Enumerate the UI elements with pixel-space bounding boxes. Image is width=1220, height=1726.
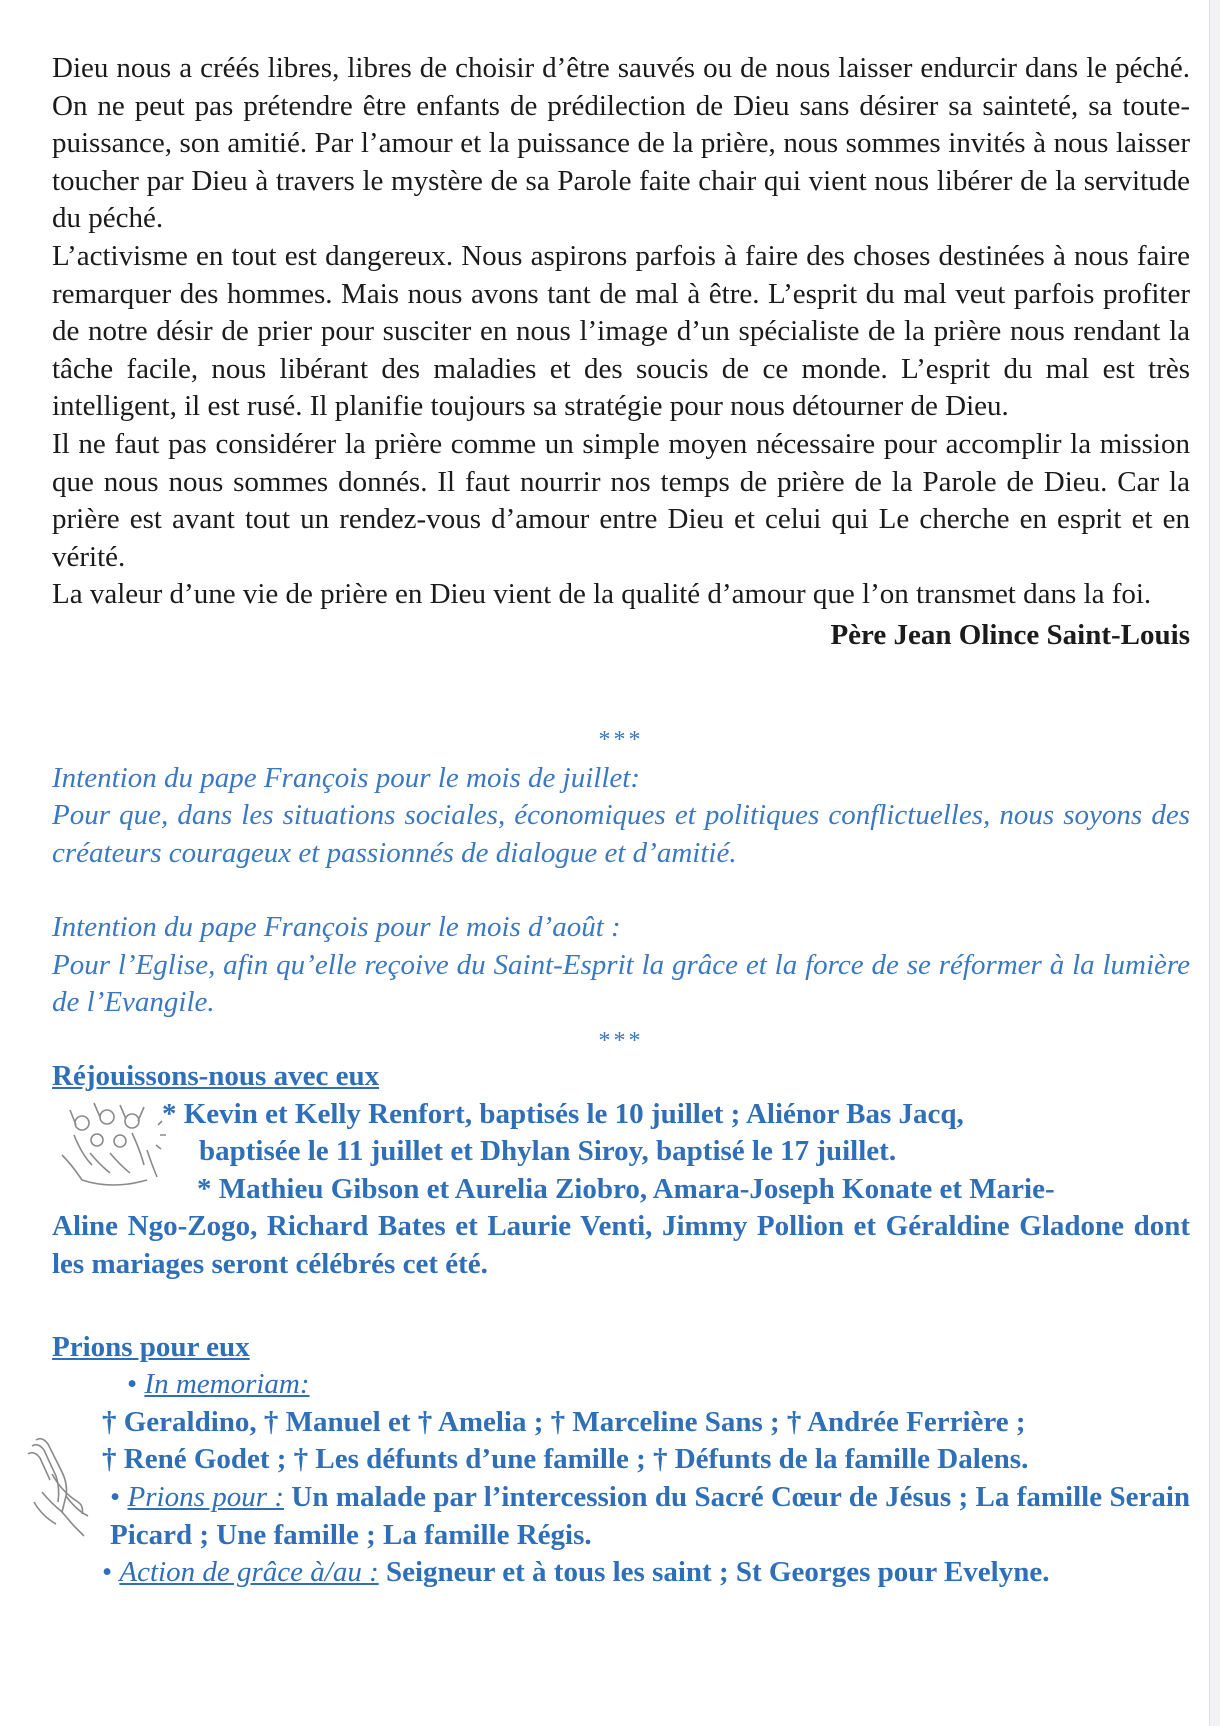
prions-pour-line	[52, 1479, 1190, 1554]
celebration-icon	[52, 1095, 172, 1195]
action-grace-text: Seigneur et à tous les saint ; St Georges pour Evelyne.	[385, 1556, 1050, 1589]
section-heading: Prions pour eux	[52, 1330, 250, 1363]
action-grace-label: Action de grâce à/au :	[119, 1556, 379, 1589]
rejouissons-section	[52, 1058, 1190, 1284]
intention-title: Intention du pape François pour le mois de juillet:	[52, 761, 640, 794]
bulletin-page	[52, 50, 1190, 1592]
bullet: •	[110, 1481, 121, 1513]
action-grace-line	[52, 1554, 1190, 1592]
prions-pour-text: Un malade par l’intercession du Sacré Cœur de Jésus ; La famille Serain Picard ; Une famille ; La famille Régis.	[110, 1481, 1191, 1551]
praying-hands-icon	[22, 1432, 92, 1544]
memoriam-label: In memoriam:	[144, 1368, 310, 1401]
page-edge	[1209, 0, 1220, 1726]
intention-title: Intention du pape François pour le mois d’août :	[52, 911, 621, 944]
celebration-line: * Kevin et Kelly Renfort, baptisés le 10 juillet ; Aliénor Bas Jacq,	[162, 1097, 964, 1130]
bullet: •	[127, 1368, 138, 1401]
intention-text: Pour l’Eglise, afin qu’elle reçoive du Saint-Esprit la grâce et la force de se réformer à la lumière de l’Evangile.	[52, 948, 1190, 1019]
memoriam-line: † Geraldino, † Manuel et † Amelia ; † Marceline Sans ; † Andrée Ferrière ;	[102, 1405, 1026, 1438]
separator: ***	[598, 726, 644, 753]
signature: Père Jean Olince Saint-Louis	[830, 618, 1190, 651]
letter-paragraph: L’activisme en tout est dangereux. Nous aspirons parfois à faire des choses destinées à nous faire remarquer des hommes. Mais nous avons tant de mal à être. L’esprit du mal veut parfois profiter de notre désir de prier pour susciter en nous l’image d’un spécialiste de la prière nous rendant la tâche facile, nous libérant des maladies et des soucis de ce monde. L’esprit du mal est très intelligent, il est rusé. Il planifie toujours sa stratégie pour nous détourner de Dieu.	[52, 239, 1190, 423]
separator: ***	[598, 1028, 644, 1055]
letter-paragraph: Il ne faut pas considérer la prière comme un simple moyen nécessaire pour accomplir la mission que nous nous sommes donnés. Il faut nourrir nos temps de prière de la Parole de Dieu. Car la prière est avant tout un rendez-vous d’amour entre Dieu et celui qui Le cherche en esprit et en vérité.	[52, 427, 1190, 573]
memoriam-line: † René Godet ; † Les défunts d’une famille ; † Défunts de la famille Dalens.	[102, 1443, 1029, 1476]
letter-paragraph: Dieu nous a créés libres, libres de choisir d’être sauvés ou de nous laisser endurcir dans le péché. On ne peut pas prétendre être enfants de prédilection de Dieu sans désirer sa sainteté, sa toute-puissance, son amitié. Par l’amour et la puissance de la prière, nous sommes invités à nous laisser toucher par Dieu à travers le mystère de sa Parole faite chair qui vient nous libérer de la servitude du péché.	[52, 52, 1190, 235]
celebration-line: * Mathieu Gibson et Aurelia Ziobro, Amara-Joseph Konate et Marie-	[197, 1172, 1055, 1205]
prions-section	[52, 1329, 1190, 1592]
celebration-line: baptisée le 11 juillet et Dhylan Siroy, baptisé le 17 juillet.	[199, 1135, 897, 1168]
intention-august	[52, 909, 1190, 1022]
letter-paragraph: La valeur d’une vie de prière en Dieu vient de la qualité d’amour que l’on transmet dans la foi.	[52, 578, 1152, 611]
intention-july	[52, 760, 1190, 873]
bullet: •	[102, 1556, 113, 1589]
section-heading: Réjouissons-nous avec eux	[52, 1060, 380, 1093]
memoriam-label-line	[52, 1366, 1190, 1404]
prions-pour-label: Prions pour :	[127, 1481, 285, 1513]
letter	[52, 50, 1190, 614]
intention-text: Pour que, dans les situations sociales, économiques et politiques conflictuelles, nous soyons des créateurs courageux et passionnés de dialogue et d’amitié.	[52, 799, 1190, 869]
celebration-line: Aline Ngo-Zogo, Richard Bates et Laurie Venti, Jimmy Pollion et Géraldine Gladone dont les mariages seront célébrés cet été.	[52, 1210, 1190, 1281]
